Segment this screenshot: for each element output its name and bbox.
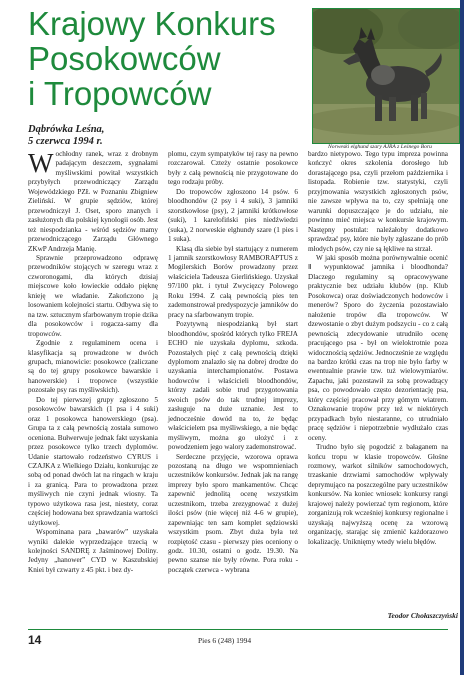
drop-cap: W xyxy=(28,148,54,178)
paragraph-text: ochłodny ranek, wraz z drobnym padającym deszczem, sygnałami myśliwskimi powitał wszystkich przybyłych przewodniczący Zarządu Wojewódzkiego PZŁ w Poznaniu Zbigniew Zielińskí. W grupie sędziów, której przewodniczył J. Oset, sporo znanych i zasłużonych dla polskiej kynologii osób. Jest też niespodzianka - wśród sędziów mamy przewodniczącego Zarządu Głównego ZKwP Andrzeja Manię. xyxy=(28,150,158,253)
article-column-3 xyxy=(308,150,448,547)
title-line: Krajowy Konkurs xyxy=(28,5,276,42)
title-line: i Tropowców xyxy=(28,75,212,112)
title-line: Posokowców xyxy=(28,40,221,77)
paragraph xyxy=(28,150,158,254)
paragraph: Zgodnie z regulaminem ocena i klasyfikacja są prowadzone w dwóch grupach, mianowicie: posokowce (zaliczane są do tej grupy posokowce bawarskie i hanowerskie) i tropowce (wszystkie pozostałe psy ras myśliwskich). xyxy=(28,339,158,395)
paragraph: Wspominana para „bawarów” uzyskała wyniki dalekie wyprzedzające trzecią w kolejności SANDRĘ z Jaśminowej Doliny. Jedyny „hanower” CYD w Kaszubskiej Kniei był czwarty z 45 pkt. i bez dy- xyxy=(28,528,158,574)
article-column-2 xyxy=(168,150,298,575)
paragraph: Klasą dla siebie był startujący z numerem 1 jamnik szorstkowłosy RAMBORAPTUS z Mogilerskich Borów prowadzony przez właściciela Tadeusza Gierlińskiego. Uzyskał 97/100 pkt. i tytuł Zwycięzcy Polowego Roku 1994. Z całą pewnością pies ten zademonstrował predyspozycje jamników do pracy na sfarbowanym tropie. xyxy=(168,244,298,319)
dateline-date: 5 czerwca 1994 r. xyxy=(28,136,103,147)
paragraph: Trudno było się pogodzić z bałaganem na końcu tropu w klasie tropowców. Głośne rozmowy, warkot silników samochodowych, trzaskanie drzwiami samochodów wpływały deprymująco na poszczególne pary uczestników konkursów. Na koniec wniosek: konkursy rangi krajowej należy powierzać tym regionom, które zorganizują rok wcześniej konkursy regionalne i uzyskają najwyższą ocenę za wzorową organizację, starając się zmienić każdorazowo lokalizację. Uniknięmy wtedy wielu błędów. xyxy=(308,443,448,546)
paragraph: plomu, czym sympatyków tej rasy na pewno rozczarował. Czteży ostatnie posokowce były z całą pewnością nie przygotowane do tego rodzaju próby. xyxy=(168,150,298,187)
dog-photo-image xyxy=(313,9,459,143)
article-title xyxy=(28,6,313,111)
page-edge-stripe xyxy=(460,0,464,675)
dateline-place: Dąbrówka Leśna, xyxy=(28,124,105,135)
dog-photo xyxy=(312,8,460,144)
paragraph: W jaki sposób można porównywalnie ocenić Ⅱ wypunktować jamnika i bloodhonda? Dlaczego regulaminy są opracowywane praktycznie bez udziału klubów (np. Klub Posokowca) oraz doświadczonych hodowców i menerów? Sporo do życzenia pozostawiało nałożenie tropów dla tropowców. W dzewostanie o zbyt dużym podszyciu - co z całą pewnością zdecydowanie utrudniło ocenę pracującego psa - był on wieloktrotnie poza widocznością sędziów. Jednocześnie ze względu na bardzo krótki czas na trop nie było farby w ewentualnie prawie tzw. tuż wielowymiarów. Zapachu, jaki pozostawił za sobą prowadzący psa, co powodowało często dezorientację psa, który częściej pracował przy gómym wiatrem. Oznakowanie tropów przy też w niektórych przypadkach było niestaranne, co utrudniało pracę sędziów i niepotrzebnie wydłużało czas oceny. xyxy=(308,253,448,442)
paragraph: Pozytywną niespodzianką był start bloodhondów, spośród których tylko FREJA ECHO nie uzyskała dyplomu, szkoda. Pozostałych pięć z całą pewnością dzięki dyplomom znalazło się na dobrej drodze do uzyskania interchampionatów. Postawa hodowców i właścicieli bloodhondów, którzy zadali sobie trud przygotowania swoich psów do tak trudnej imprezy, zasługuje na duże uznanie. Jest to jednocześnie dowód na to, że będąc właścicielem psa myśliwskiego, a nie będąc myśliwym, można go ułożyć i z powodzeniem jego walory zademonstrować. xyxy=(168,320,298,452)
issue-info: Pies 6 (248) 1994 xyxy=(198,636,252,645)
photo-caption: Norweski elghund szary AJRA z Leśnego Boru xyxy=(328,144,432,150)
article-column-1 xyxy=(28,150,158,575)
page-number: 14 xyxy=(28,633,42,647)
author-signature: Teodor Chołaszczyński xyxy=(387,611,458,620)
paragraph: Do tej pierwszej grupy zgłoszono 5 posokowców bawarskich (1 psa i 4 suki) oraz 1 posokowca hanowerskiego (psa). Grupa ta z całą pewnością została sumowo oceniona. Bułwerwuje jednak fakt uzyskania przez posokowce tylko trzech dyplomów. Udanie startowało rodzeństwo CYRUS i CZAJKA z Wielkiego Działu, konkurując ze sobą od ponad dwóch lat na ringach w kraju i za granicą. Para to prowadzona przez myśliwych nie czyni jednak wiosny. Ta typowo użytkowa rasa jest, niestety, coraz częściej hodowana bez sprawdzania wartości użytkowej. xyxy=(28,395,158,527)
paragraph: Sprawnie przeprowadzono odprawę przewodników stojących w szeregu wraz z czworonogami, dla których dzisiaj miejscowe koło łowieckie oddało pięknę knieję we władanie. Zakończono ją losowaniem kolejności startu. Odbywa się to na tzw. sztucznym sfarbowanym tropie dzika dla posokowców i rogacza-samy dla tropowców. xyxy=(28,253,158,338)
paragraph: bardzo nietypowo. Tego typu impreza powinna kończyć okres szkolenia dorosłego lub dorastającego psa, czyli przełom października i listopada. Robienie tzw. statystyki, czyli przyjmowania wszystkich zgłoszonych psów, nie zawsze wpływa na to, czy spełniają one warunki dopuszczające je do udziału, nie powinno mieć miejsca w konkursie krajowym. Następny postulat: należałoby dodatkowo sprawdzać psy, które nie były zgłaszane do prób młodych psów, czy nie są łękliwe na strzał. xyxy=(308,150,448,253)
paragraph: Do tropowców zgłoszono 14 psów. 6 bloodhondów (2 psy i 4 suki), 3 jamniki szorstkowłose (psy), 2 jamniki krótkowłose (suki), 1 karelofiński pies niedźwiedzi (suka), 2 norweskie elghundy szare (1 pies i 1 suka). xyxy=(168,187,298,244)
paragraph: Serdeczne przyjęcie, wzorowa oprawa pozostaną na długo we wspomnieniach uczestników konkursów. Jednak jak na rangę imprezy było sporo mankamentów. Chcąc zapewnić jednolitą ocenę wszystkim uczestnikom, trzeba zrezygnować z dużej ilości psów (nie więcej niż 4-6 w grupie), zapewniając ten sam komplet sędziowski wszystkim psom. Zbyt duża była też rozpiętość czasu - pierwszy pies oceniony o godz. 10.30, ostatni o godz. 19.30. Na pewno szanse nie były równe. Pora roku - początek czerwca - wybrana xyxy=(168,452,298,574)
footer-divider xyxy=(28,629,448,630)
dateline xyxy=(28,124,178,148)
